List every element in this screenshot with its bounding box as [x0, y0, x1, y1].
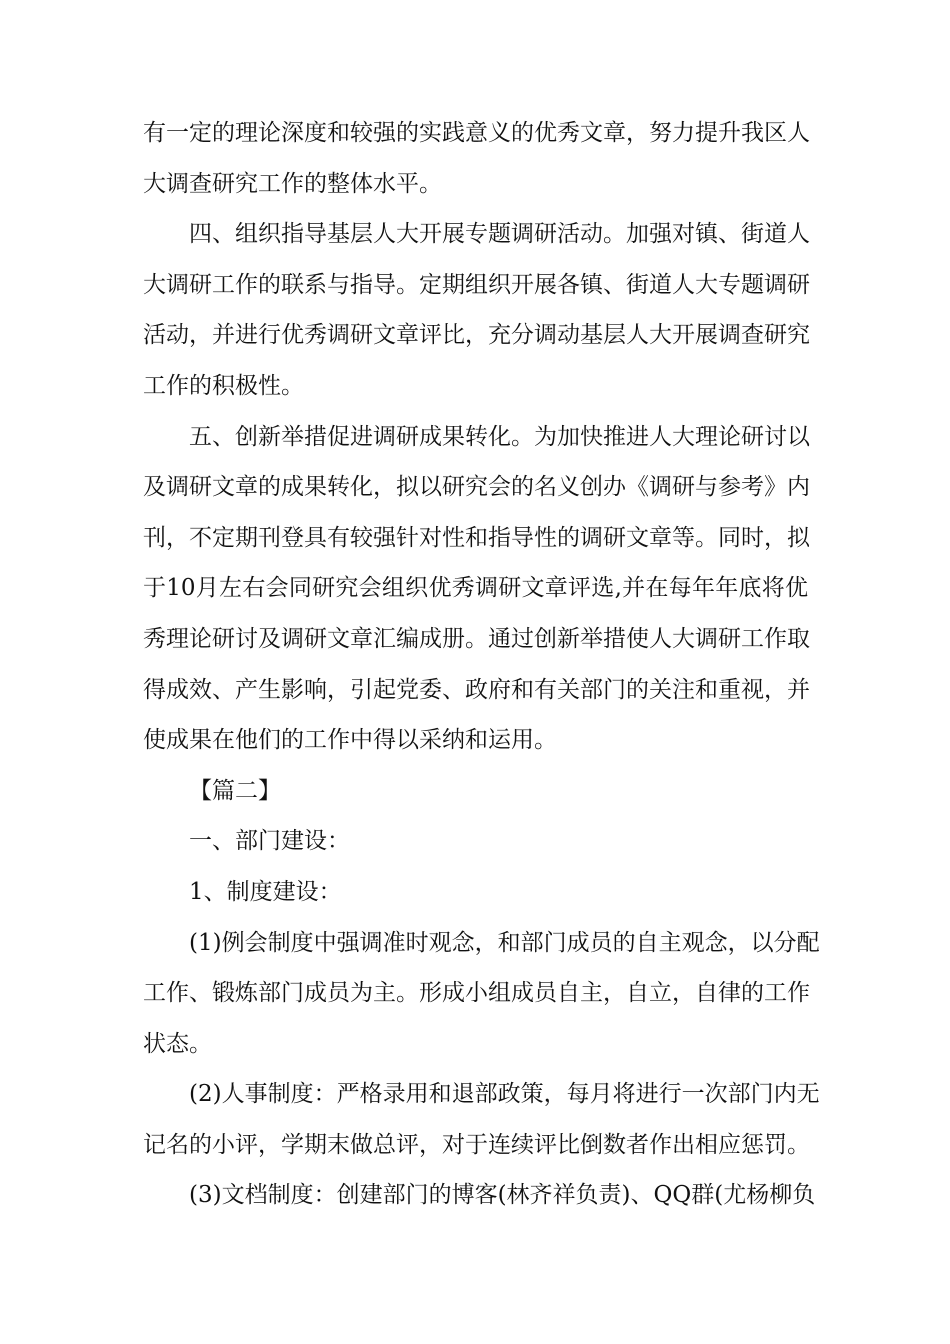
text-line: 刊，不定期刊登具有较强针对性和指导性的调研文章等。同时，拟 [143, 524, 810, 551]
document-body [143, 108, 820, 1221]
text-line: 工作的积极性。 [143, 372, 304, 399]
paragraph-start: (3)文档制度：创建部门的博客(林齐祥负责)、QQ群(尤杨柳负 [189, 1182, 816, 1209]
text-line: 使成果在他们的工作中得以采纳和运用。 [143, 727, 557, 754]
paragraph-start: (2)人事制度：严格录用和退部政策，每月将进行一次部门内无 [189, 1081, 820, 1108]
text-line: 活动，并进行优秀调研文章评比，充分调动基层人大开展调查研究 [143, 322, 810, 349]
text-line: 大调研工作的联系与指导。定期组织开展各镇、街道人大专题调研 [143, 271, 810, 298]
section-heading: 【篇二】 [189, 777, 281, 804]
paragraph-start: (1)例会制度中强调准时观念，和部门成员的自主观念，以分配 [189, 929, 820, 956]
text-line: 得成效、产生影响，引起党委、政府和有关部门的关注和重视，并 [143, 676, 810, 703]
text-line: 大调查研究工作的整体水平。 [143, 170, 442, 197]
text-line: 于10月左右会同研究会组织优秀调研文章评选,并在每年年底将优 [143, 575, 808, 602]
text-line: 工作、锻炼部门成员为主。形成小组成员自主，自立，自律的工作 [143, 980, 810, 1007]
subsection-heading: 一、部门建设： [189, 828, 350, 855]
text-line: 有一定的理论深度和较强的实践意义的优秀文章，努力提升我区人 [143, 120, 810, 146]
paragraph-start: 四、组织指导基层人大开展专题调研活动。加强对镇、街道人 [189, 221, 810, 248]
text-line: 及调研文章的成果转化，拟以研究会的名义创办《调研与参考》内 [143, 474, 810, 501]
paragraph-start: 五、创新举措促进调研成果转化。为加快推进人大理论研讨以 [189, 423, 810, 450]
text-line: 记名的小评，学期末做总评，对于连续评比倒数者作出相应惩罚。 [143, 1131, 810, 1158]
text-line: 秀理论研讨及调研文章汇编成册。通过创新举措使人大调研工作取 [143, 625, 810, 652]
text-line: 状态。 [143, 1030, 212, 1057]
subsection-heading: 1、制度建设： [189, 878, 342, 905]
